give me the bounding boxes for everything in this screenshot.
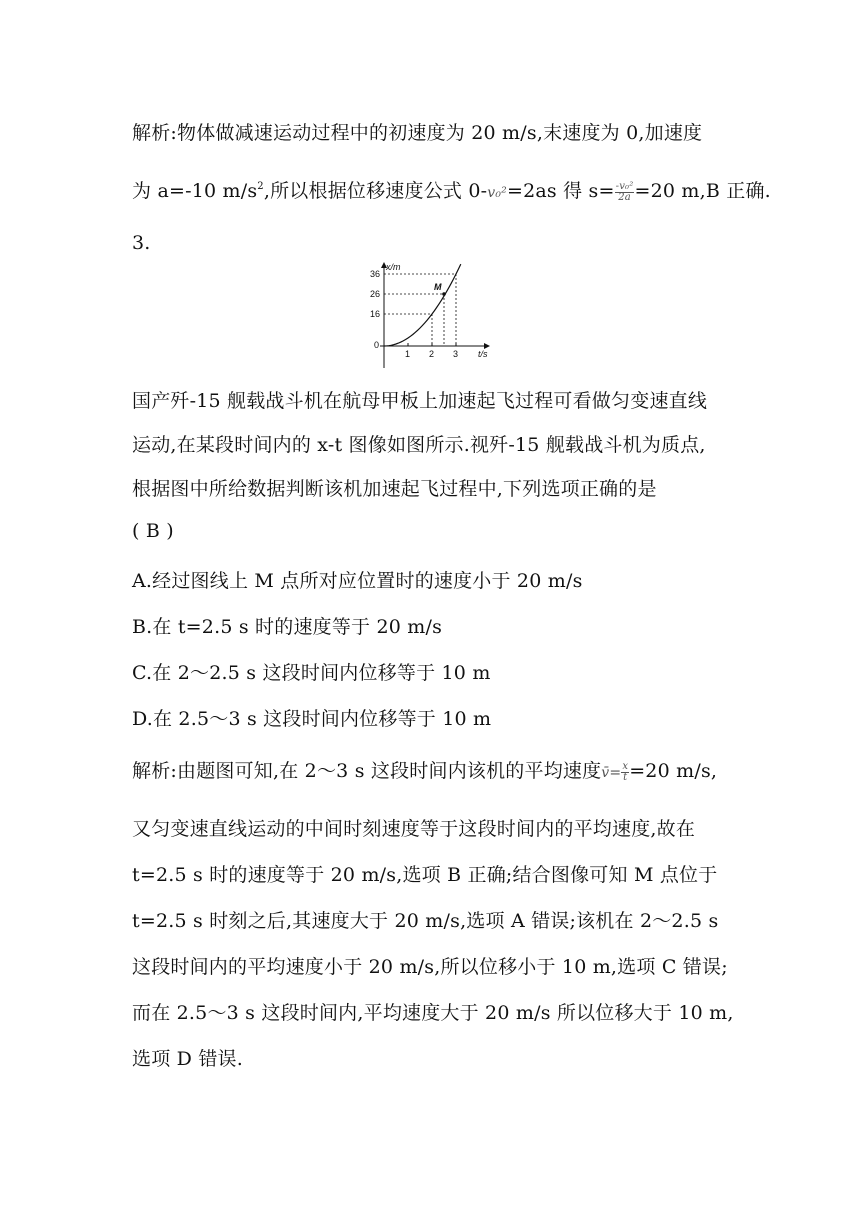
solution-line-2 (132, 176, 771, 203)
xt-graph (364, 258, 494, 370)
solution-text: 又匀变速直线运动的中间时刻速度等于这段时间内的平均速度,故在 (132, 818, 696, 840)
x-tick-label: 1 (405, 349, 411, 359)
formula-fraction (621, 762, 629, 783)
axis-labels (370, 262, 488, 359)
option-d-text: D.在 2.5～3 s 这段时间内位移等于 10 m (132, 708, 492, 730)
x-tick-label: 2 (429, 349, 435, 359)
stem-text: 国产歼-15 舰载战斗机在航母甲板上加速起飞过程可看做匀变速直线 (132, 390, 708, 412)
x-tick-label: 3 (453, 349, 459, 359)
solution-text: =2as 得 s= (506, 180, 615, 202)
y-axis-label: x/m (386, 262, 401, 272)
solution2-line-1: 解析:由题图可知,在 2～3 s 这段时间内该机的平均速度v̄= $\frac{x}{t}$ =20 m/s, (132, 760, 718, 783)
option-d (132, 704, 491, 731)
question-stem-line-3 (132, 474, 657, 501)
option-a (132, 566, 583, 593)
solution2-line-6 (132, 998, 734, 1025)
option-c (132, 658, 491, 685)
option-a-text: A.经过图线上 M 点所对应位置时的速度小于 20 m/s (132, 570, 583, 592)
question-number (132, 232, 151, 254)
y-tick-label: 26 (370, 289, 381, 299)
option-b-text: B.在 t=2.5 s 时的速度等于 20 m/s (132, 616, 443, 638)
solution2-line-4 (132, 906, 718, 933)
answer-text: ( B ) (132, 520, 174, 542)
solution-line-1 (132, 118, 702, 145)
solution-text: =20 m,B 正确. (634, 180, 771, 202)
option-b (132, 612, 442, 639)
fraction-numerator: -v₀² (615, 180, 634, 192)
solution2-line-7 (132, 1044, 243, 1071)
solution-text: 而在 2.5～3 s 这段时间内,平均速度大于 20 m/s 所以位移大于 10 m, (132, 1002, 734, 1024)
guide-lines (384, 274, 456, 346)
answer-bracket (132, 520, 174, 542)
axes (380, 262, 490, 368)
solution-text: ,所以根据位移速度公式 0- (263, 180, 488, 202)
superscript: 2 (257, 181, 264, 192)
question-stem-line-2 (132, 430, 706, 457)
option-c-text: C.在 2～2.5 s 这段时间内位移等于 10 m (132, 662, 491, 684)
formula-v0-squared: v₀² (487, 185, 507, 201)
solution2-line-3 (132, 860, 717, 887)
solution-text: =20 m/s, (629, 760, 718, 782)
y-tick-label: 16 (370, 309, 381, 319)
solution-text: t=2.5 s 时刻之后,其速度大于 20 m/s,选项 A 错误;该机在 2～2.5 s (132, 910, 719, 932)
solution2-line-2 (132, 814, 695, 841)
x-axis-label: t/s (478, 349, 488, 359)
question-number-text: 3. (132, 232, 151, 254)
y-tick-label: 36 (370, 269, 381, 279)
point-m-label: M (434, 282, 442, 292)
curve-layer (384, 264, 461, 346)
formula-v-bar: v̄ (601, 765, 610, 781)
fraction-denominator: t (623, 771, 628, 783)
solution-text: 解析:物体做减速运动过程中的初速度为 20 m/s,末速度为 0,加速度 (132, 122, 703, 144)
origin-label: 0 (374, 340, 380, 350)
solution-text: 这段时间内的平均速度小于 20 m/s,所以位移小于 10 m,选项 C 错误; (132, 956, 728, 978)
fraction-numerator: x (622, 760, 629, 772)
stem-text: 根据图中所给数据判断该机加速起飞过程中,下列选项正确的是 (132, 478, 657, 500)
fraction-denominator: 2a (618, 191, 631, 203)
formula-fraction (615, 182, 635, 203)
question-stem-line-1 (132, 386, 707, 413)
solution-text: 选项 D 错误. (132, 1048, 243, 1070)
stem-text: 运动,在某段时间内的 x-t 图像如图所示.视歼-15 舰载战斗机为质点, (132, 434, 706, 456)
point-m (442, 292, 446, 296)
solution-text: t=2.5 s 时的速度等于 20 m/s,选项 B 正确;结合图像可知 M 点位于 (132, 864, 718, 886)
solution-text: 为 a=-10 m/s (132, 180, 258, 202)
solution-text: 解析:由题图可知,在 2～3 s 这段时间内该机的平均速度 (132, 760, 602, 782)
solution2-line-5 (132, 952, 728, 979)
xt-curve (384, 264, 461, 346)
